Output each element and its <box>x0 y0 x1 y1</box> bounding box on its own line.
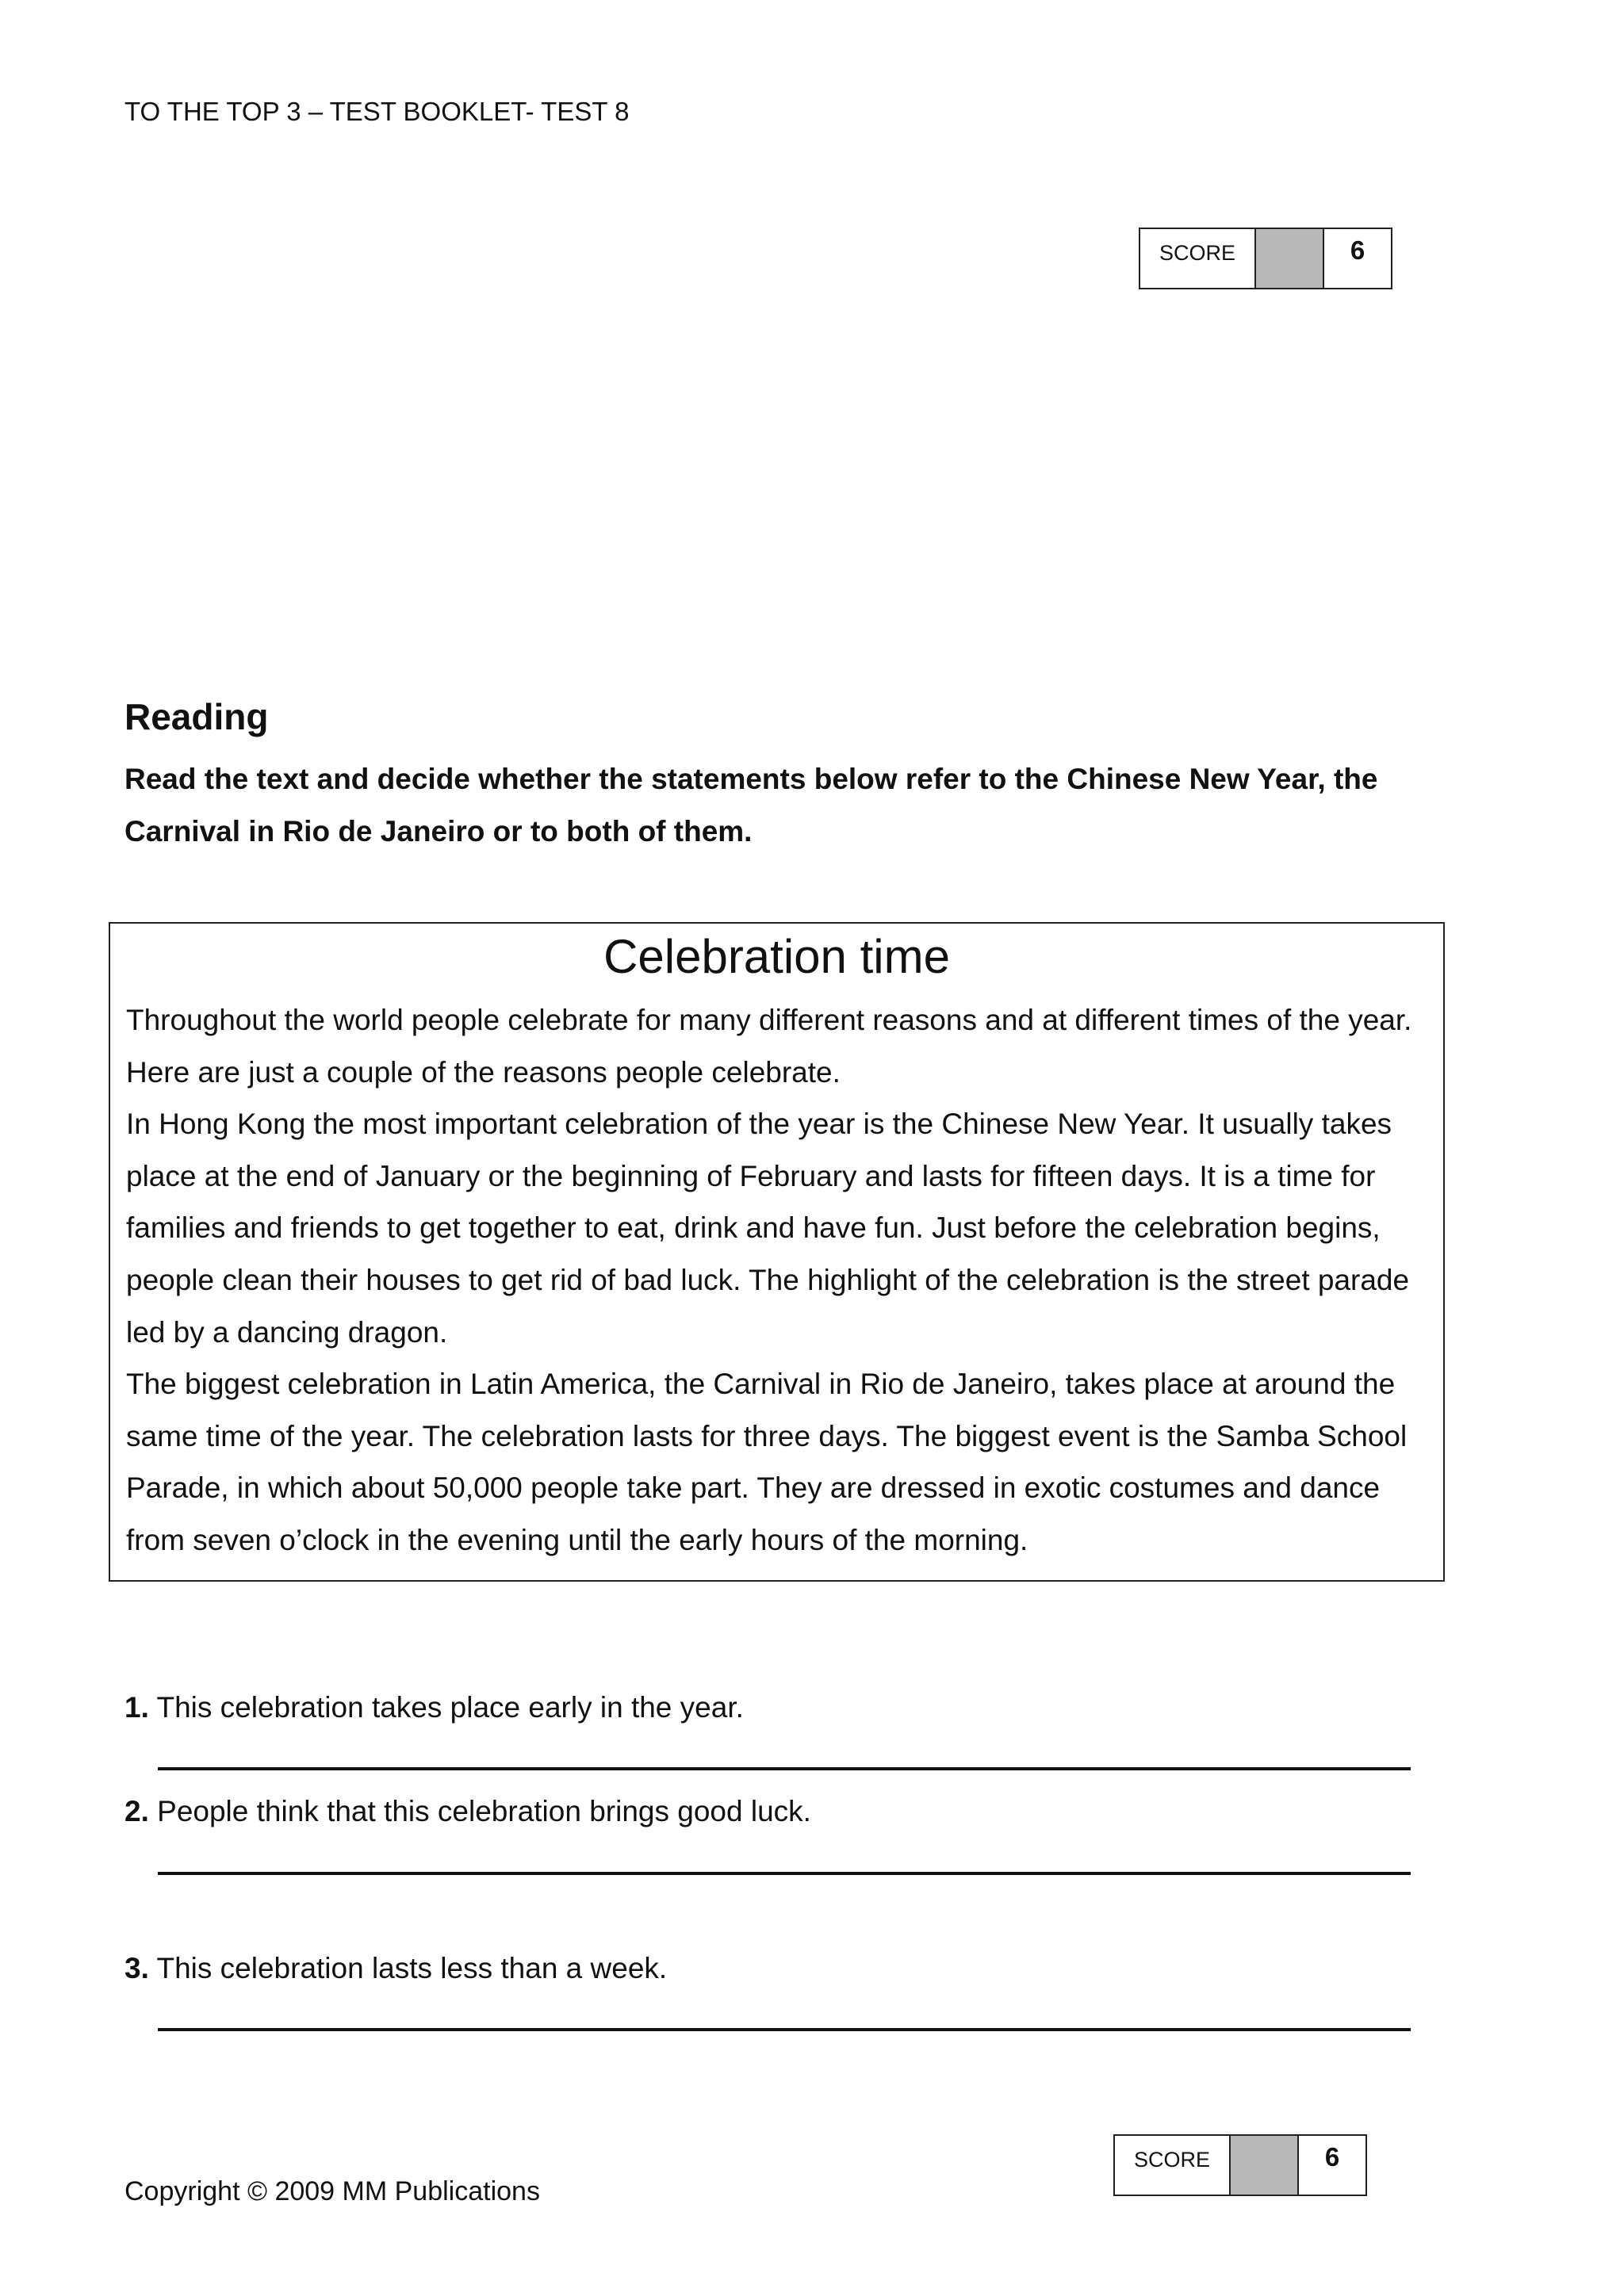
score-box-top <box>1139 228 1392 289</box>
question-3 <box>124 1952 667 1985</box>
question-text: People think that this celebration brings good luck. <box>157 1795 811 1827</box>
section-title: Reading <box>124 696 269 737</box>
score-label: SCORE <box>1140 229 1256 288</box>
score-entry-field[interactable] <box>1231 2136 1299 2195</box>
booklet-header: TO THE TOP 3 – TEST BOOKLET- TEST 8 <box>124 97 630 126</box>
score-max-points: 6 <box>1324 2142 1340 2172</box>
answer-line-3[interactable] <box>158 2028 1411 2031</box>
score-entry-field[interactable] <box>1256 229 1324 288</box>
passage-title: Celebration time <box>603 930 950 983</box>
question-number: 2. <box>124 1795 149 1827</box>
question-2 <box>124 1795 811 1828</box>
passage-paragraph: The biggest celebration in Latin America, the Carnival in Rio de Janeiro, takes place at around the same time of the year. The celebration lasts for three days. The biggest event is the Samba School Parade, in which about 50,000 people take part. They are dressed in exotic costumes and dance from seven o’clock in the evening until the early hours of the morning. <box>126 1368 1408 1556</box>
question-text: This celebration lasts less than a week. <box>156 1952 668 1984</box>
score-label: SCORE <box>1115 2136 1231 2195</box>
reading-passage-box <box>109 922 1445 1582</box>
question-number: 3. <box>124 1952 149 1984</box>
question-number: 1. <box>124 1691 149 1724</box>
answer-line-1[interactable] <box>158 1767 1411 1770</box>
passage-paragraph: In Hong Kong the most important celebration of the year is the Chinese New Year. It usually takes place at the end of January or the beginning of February and lasts for fifteen days. It is a time for families and friends to get together to eat, drink and have fun. Just before the celebration begins, people clean their houses to get rid of bad luck. The highlight of the celebration is the street parade led by a dancing dragon. <box>126 1108 1410 1349</box>
copyright-notice: Copyright © 2009 MM Publications <box>124 2176 540 2206</box>
answer-line-2[interactable] <box>158 1872 1411 1875</box>
question-1 <box>124 1691 744 1724</box>
question-text: This celebration takes place early in the year. <box>156 1691 744 1724</box>
score-box-bottom <box>1113 2134 1367 2196</box>
passage-body <box>126 994 1434 1567</box>
task-instructions: Read the text and decide whether the statements below refer to the Chinese New Year, the Carnival in Rio de Janeiro or to both of them. <box>124 763 1378 848</box>
score-max-points: 6 <box>1350 235 1365 265</box>
passage-paragraph: Throughout the world people celebrate for many different reasons and at different times of the year. Here are just a couple of the reasons people celebrate. <box>126 1004 1412 1089</box>
